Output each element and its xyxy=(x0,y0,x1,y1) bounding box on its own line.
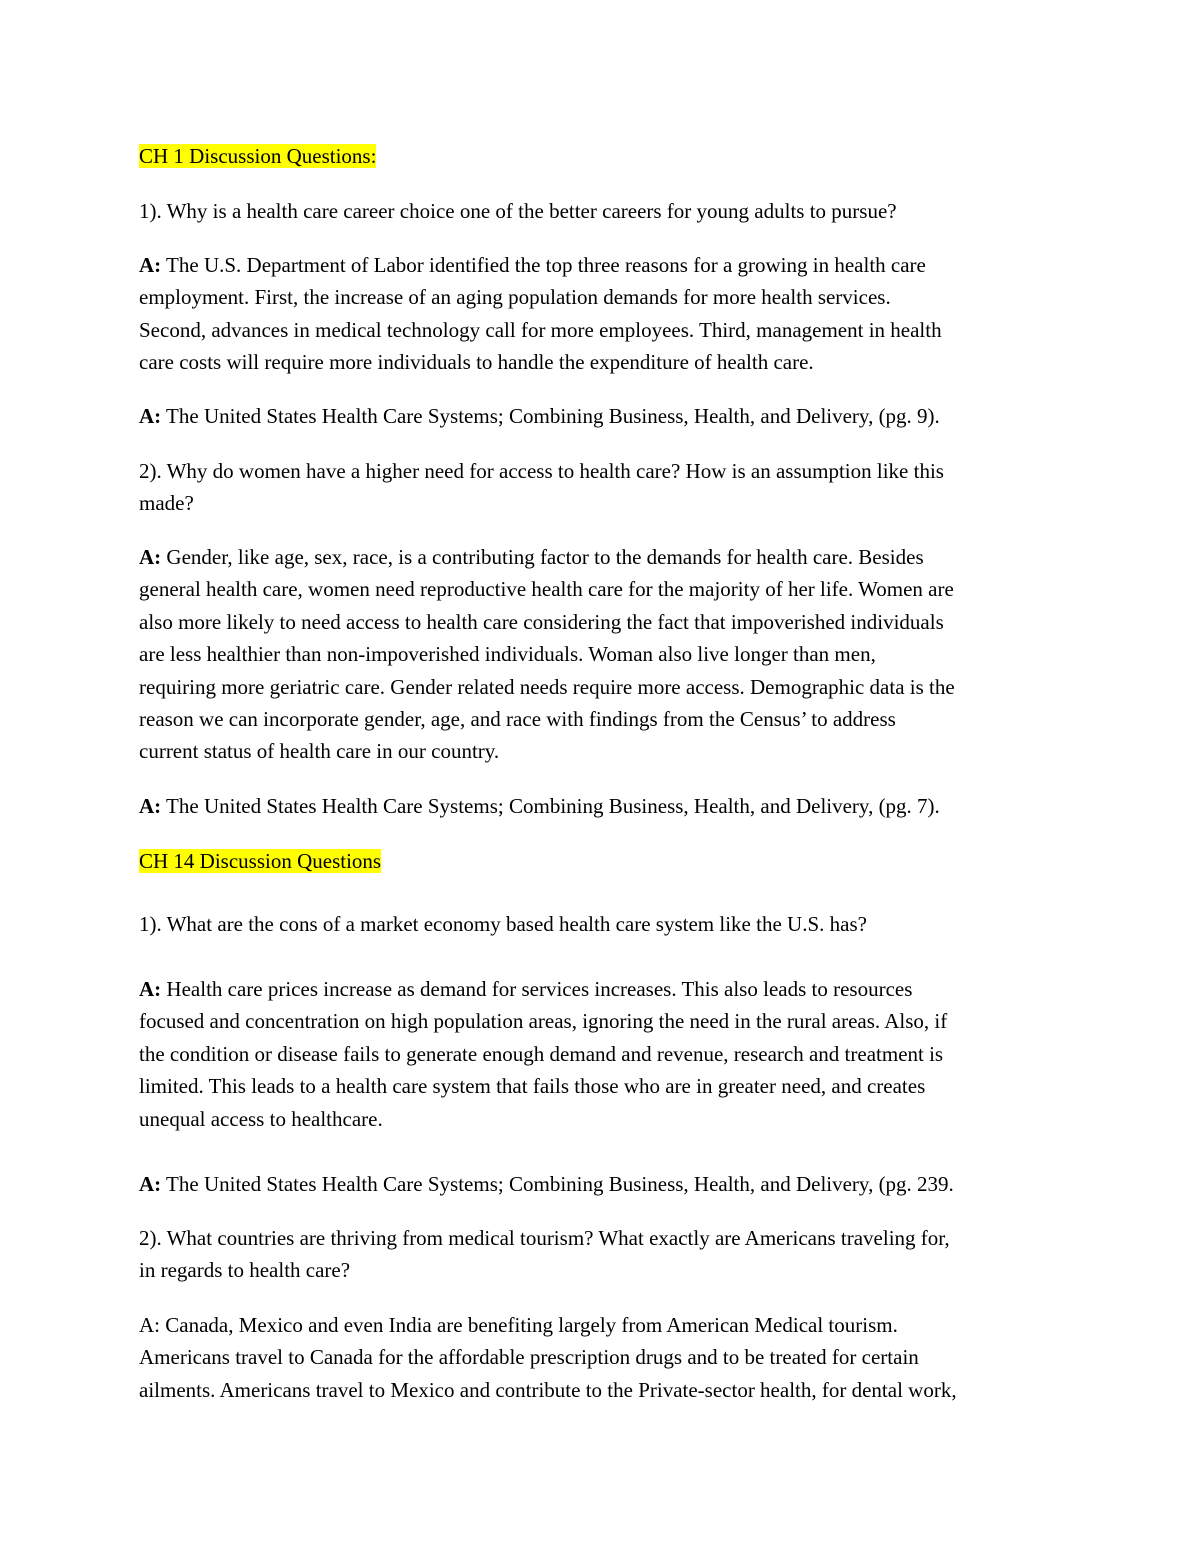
source-label: A: xyxy=(139,404,162,428)
answer-text: Health care prices increase as demand for services increases. This also leads to resources xyxy=(161,977,913,1001)
ch1-question-1 xyxy=(139,195,1069,227)
highlighted-heading: CH 14 Discussion Questions xyxy=(139,849,382,873)
answer-line: current status of health care in our country. xyxy=(139,739,500,764)
answer-label: A: xyxy=(139,545,162,569)
answer-line: general health care, women need reproductive health care for the majority of her life. Women are xyxy=(139,577,954,602)
question-text: 1). Why is a health care career choice one of the better careers for young adults to pursue? xyxy=(139,199,897,223)
answer-text: Gender, like age, sex, race, is a contributing factor to the demands for health care. Besides xyxy=(161,545,924,569)
source-line xyxy=(139,1168,1069,1200)
source-label: A: xyxy=(139,1172,162,1196)
answer-line xyxy=(139,249,1069,281)
ch14-answer-2 xyxy=(139,1309,1069,1406)
source-text: The United States Health Care Systems; Combining Business, Health, and Delivery, (pg. 7). xyxy=(161,794,940,818)
answer-line xyxy=(139,541,1069,573)
answer-line: Second, advances in medical technology call for more employees. Third, management in health xyxy=(139,317,942,342)
answer-line: reason we can incorporate gender, age, and race with findings from the Census’ to address xyxy=(139,707,896,732)
answer-line: requiring more geriatric care. Gender related needs require more access. Demographic data is the xyxy=(139,674,955,699)
source-text: The United States Health Care Systems; Combining Business, Health, and Delivery, (pg. 9). xyxy=(161,404,940,428)
question-line: in regards to health care? xyxy=(139,1258,351,1283)
ch14-heading xyxy=(139,845,1069,877)
question-line: 2). Why do women have a higher need for access to health care? How is an assumption like this xyxy=(139,459,944,483)
answer-line: ailments. Americans travel to Mexico and contribute to the Private-sector health, for dental work, xyxy=(139,1377,957,1402)
question-text: 1). What are the cons of a market economy based health care system like the U.S. has? xyxy=(139,912,867,936)
answer-line: A: Canada, Mexico and even India are benefiting largely from American Medical tourism. xyxy=(139,1313,898,1337)
source-label: A: xyxy=(139,794,162,818)
answer-label: A: xyxy=(139,977,162,1001)
ch14-source-1 xyxy=(139,1168,1069,1200)
answer-line: also more likely to need access to health care considering the fact that impoverished individuals xyxy=(139,609,944,634)
ch1-heading xyxy=(139,140,1069,172)
ch1-source-1 xyxy=(139,400,1069,432)
question-line: 2). What countries are thriving from medical tourism? What exactly are Americans traveling for, xyxy=(139,1226,950,1250)
source-line xyxy=(139,790,1069,822)
ch1-source-2 xyxy=(139,790,1069,822)
source-line xyxy=(139,400,1069,432)
answer-line: care costs will require more individuals to handle the expenditure of health care. xyxy=(139,350,814,375)
ch1-answer-2 xyxy=(139,541,1069,768)
answer-line: Americans travel to Canada for the affordable prescription drugs and to be treated for certain xyxy=(139,1345,919,1370)
ch1-question-2 xyxy=(139,455,1069,520)
ch14-question-1 xyxy=(139,908,1069,940)
ch14-question-2 xyxy=(139,1222,1069,1287)
answer-line: are less healthier than non-impoverished individuals. Woman also live longer than men, xyxy=(139,642,876,667)
source-text: The United States Health Care Systems; Combining Business, Health, and Delivery, (pg. 239. xyxy=(161,1172,954,1196)
question-line: made? xyxy=(139,491,194,516)
highlighted-heading: CH 1 Discussion Questions: xyxy=(139,144,377,168)
ch1-answer-1 xyxy=(139,249,1069,379)
answer-line: employment. First, the increase of an aging population demands for more health services. xyxy=(139,285,891,310)
answer-text: The U.S. Department of Labor identified the top three reasons for a growing in health care xyxy=(161,253,926,277)
answer-line: focused and concentration on high population areas, ignoring the need in the rural areas. Also, if xyxy=(139,1009,948,1034)
answer-label: A: xyxy=(139,253,162,277)
answer-line: limited. This leads to a health care system that fails those who are in greater need, and creates xyxy=(139,1074,926,1099)
ch14-answer-1 xyxy=(139,973,1069,1135)
answer-line: the condition or disease fails to generate enough demand and revenue, research and treatment is xyxy=(139,1041,944,1066)
answer-line: unequal access to healthcare. xyxy=(139,1106,383,1131)
answer-line xyxy=(139,973,1069,1005)
